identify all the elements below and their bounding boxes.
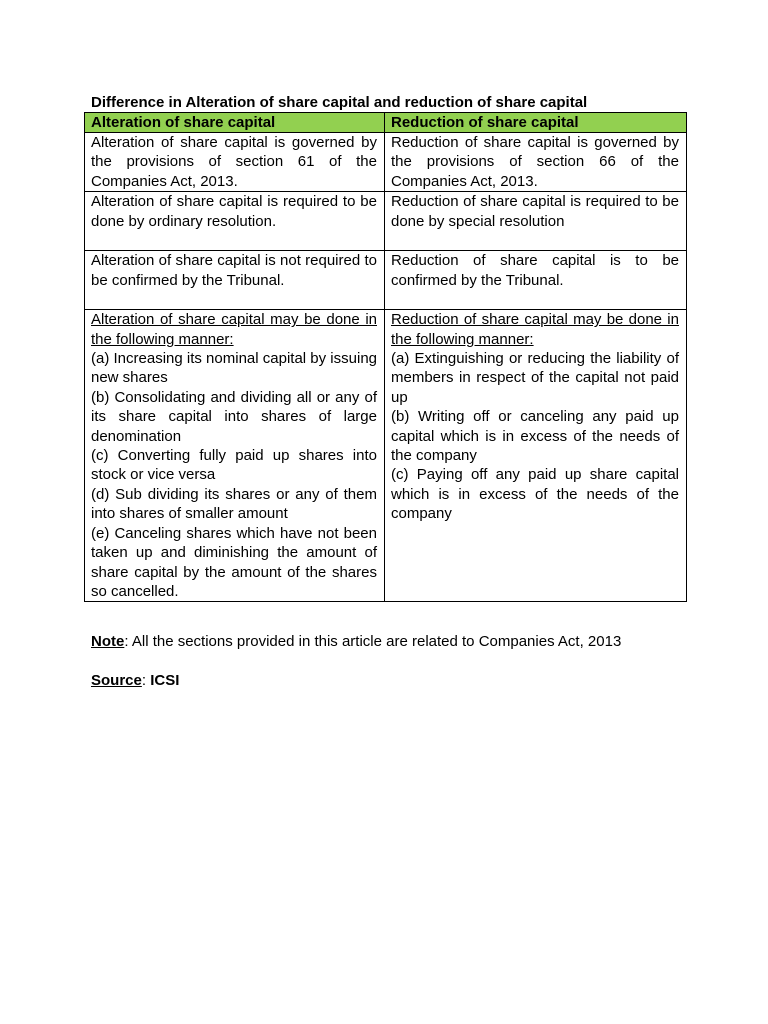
source-label: Source [91, 672, 142, 689]
reduction-manner-item: (c) Paying off any paid up share capital which is in excess of the needs of the company [391, 466, 679, 523]
alteration-manner-item: (d) Sub dividing its shares or any of them into shares of smaller amount [91, 485, 377, 523]
source-line [91, 671, 179, 690]
reduction-manner-intro: Reduction of share capital may be done in the following manner: [391, 311, 679, 348]
comparison-table [84, 112, 687, 602]
table-header-row [85, 113, 687, 133]
note-text: : All the sections provided in this article are related to Companies Act, 2013 [124, 633, 622, 650]
cell-reduction-tribunal: Reduction of share capital is to be confirmed by the Tribunal. [385, 251, 687, 310]
alteration-manner-item: (a) Increasing its nominal capital by issuing new shares [91, 350, 377, 387]
document-title: Difference in Alteration of share capital and reduction of share capital [91, 94, 588, 111]
cell-reduction-resolution: Reduction of share capital is required to be done by special resolution [385, 192, 687, 251]
source-separator: : [141, 672, 151, 689]
cell-reduction-governing-section: Reduction of share capital is governed by the provisions of section 66 of the Companies Act, 2013. [385, 133, 687, 192]
note-line [91, 632, 621, 651]
table-row [85, 310, 687, 602]
source-value: ICSI [150, 672, 180, 689]
cell-alteration-manner [85, 310, 385, 602]
alteration-manner-item: (c) Converting fully paid up shares into stock or vice versa [91, 447, 377, 484]
cell-alteration-resolution: Alteration of share capital is required to be done by ordinary resolution. [85, 192, 385, 251]
table-row [85, 251, 687, 310]
header-reduction: Reduction of share capital [385, 113, 687, 133]
reduction-manner-item: (a) Extinguishing or reducing the liability of members in respect of the capital not paid up [391, 350, 679, 406]
alteration-manner-intro: Alteration of share capital may be done in the following manner: [91, 311, 377, 348]
cell-alteration-tribunal: Alteration of share capital is not required to be confirmed by the Tribunal. [85, 251, 385, 310]
alteration-manner-item: (b) Consolidating and dividing all or any of its share capital into shares of large denomination [91, 388, 377, 445]
table-row [85, 192, 687, 251]
cell-alteration-governing-section: Alteration of share capital is governed by the provisions of section 61 of the Companies Act, 2013. [85, 133, 385, 192]
header-alteration: Alteration of share capital [85, 113, 385, 133]
table-row [85, 133, 687, 192]
reduction-manner-item: (b) Writing off or canceling any paid up capital which is in excess of the needs of the company [391, 408, 679, 465]
alteration-manner-item: (e) Canceling shares which have not been taken up and diminishing the amount of share capital by the amount of the shares so cancelled. [91, 524, 377, 600]
note-label: Note [91, 633, 125, 650]
cell-reduction-manner [385, 310, 687, 602]
